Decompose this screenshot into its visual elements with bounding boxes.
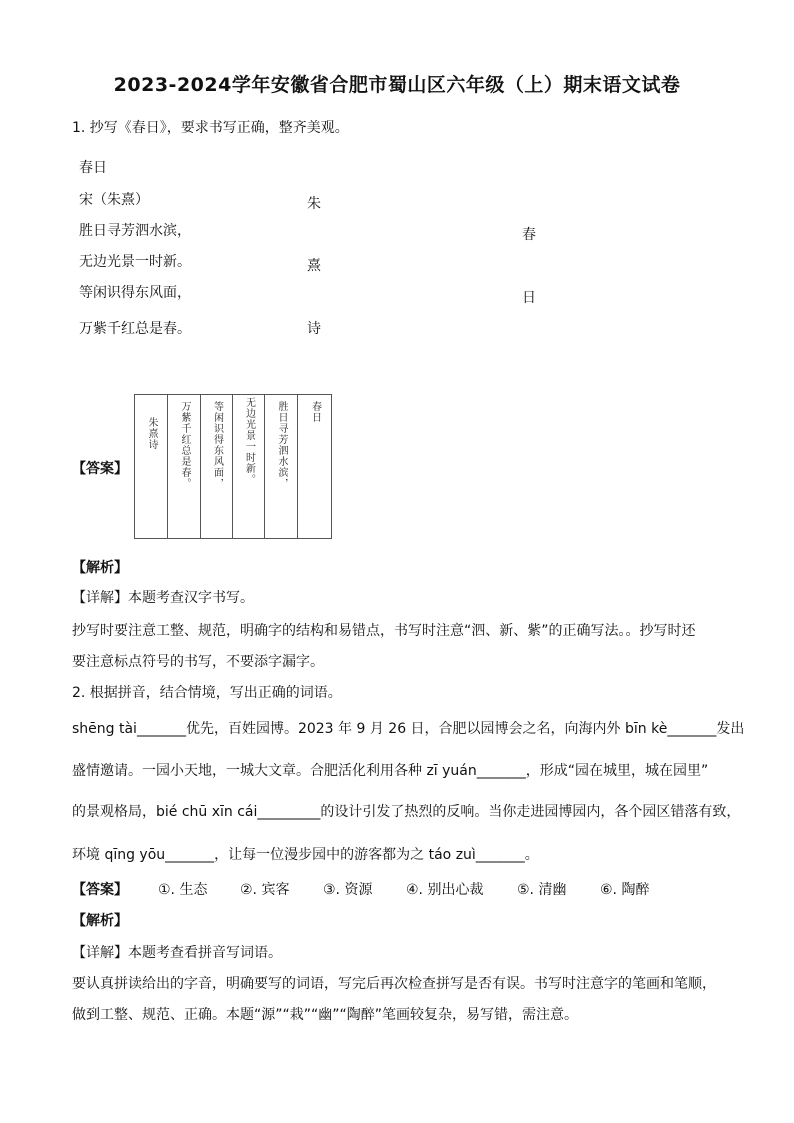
side-char: 日 xyxy=(522,290,536,306)
answer-label: 【答案】 xyxy=(72,461,128,477)
detail-text: 【详解】本题考查看拼音写词语。 xyxy=(72,945,282,961)
question-2-prompt: 2. 根据拼音，结合情境，写出正确的词语。 xyxy=(72,685,342,701)
poem-line: 等闲识得东风面， xyxy=(79,285,191,301)
explain-text: 做到工整、规范、正确。本题“源”“栽”“幽”“陶醉”笔画较复杂，易写错，需注意。 xyxy=(72,1007,579,1023)
answer-label: 【答案】 xyxy=(72,882,128,898)
side-char: 诗 xyxy=(307,321,321,337)
poem-line: 宋（朱熹） xyxy=(79,192,149,208)
grid-column-text: 等闲识得东风面， xyxy=(211,401,223,489)
grid-column xyxy=(298,395,331,538)
grid-column-text: 胜日寻芳泗水滨， xyxy=(276,401,287,489)
answer-item: ⑤. 清幽 xyxy=(517,882,567,898)
detail-text: 【详解】本题考查汉字书写。 xyxy=(72,590,254,606)
analysis-label: 【解析】 xyxy=(72,913,128,929)
answer-item: ③. 资源 xyxy=(323,882,373,898)
poem-line: 胜日寻芳泗水滨， xyxy=(79,223,191,239)
grid-column-text: 万紫千红总是春。 xyxy=(179,401,190,489)
question-2-text: 的景观格局，bié chū xīn cái_________的设计引发了热烈的反响。当你走进园博园内，各个园区错落有致， xyxy=(72,804,741,820)
answer-item: ①. 生态 xyxy=(158,882,208,898)
answer-item: ④. 别出心裁 xyxy=(406,882,484,898)
grid-column xyxy=(265,395,298,538)
grid-column xyxy=(233,395,265,538)
side-char: 熹 xyxy=(307,258,321,274)
analysis-label: 【解析】 xyxy=(72,560,128,576)
grid-column xyxy=(201,395,233,538)
grid-column-text: 朱熹诗 xyxy=(146,417,157,450)
side-char: 朱 xyxy=(307,196,321,212)
explain-text: 要认真拼读给出的字音，明确要写的词语，写完后再次检查拼写是否有误。书写时注意字的笔画和笔顺， xyxy=(72,976,716,992)
answer-item: ②. 宾客 xyxy=(240,882,290,898)
poem-line: 春日 xyxy=(79,160,107,176)
explain-text: 要注意标点符号的书写，不要添字漏字。 xyxy=(72,654,324,670)
answer-item: ⑥. 陶醉 xyxy=(600,882,650,898)
page-title: 2023-2024学年安徽省合肥市蜀山区六年级（上）期末语文试卷 xyxy=(113,74,681,96)
grid-column-text: 无边光景一时新。 xyxy=(243,397,255,485)
poem-line: 无边光景一时新。 xyxy=(79,254,191,270)
handwriting-grid xyxy=(134,394,332,539)
grid-column-text: 春日 xyxy=(309,401,321,423)
question-1-prompt: 1. 抄写《春日》，要求书写正确，整齐美观。 xyxy=(72,120,349,136)
side-char: 春 xyxy=(522,227,536,243)
question-2-text: 环境 qīng yōu_______，让每一位漫步园中的游客都为之 táo zuì_______。 xyxy=(72,847,539,863)
question-2-text: 盛情邀请。一园小天地，一城大文章。合肥活化利用各种 zī yuán_______，形成“园在城里，城在园里” xyxy=(72,763,709,779)
grid-column xyxy=(168,395,201,538)
question-2-text: shēng tài_______优先，百姓园博。2023 年 9 月 26 日，合肥以园博会之名，向海内外 bīn kè_______发出 xyxy=(72,721,745,737)
explain-text: 抄写时要注意工整、规范，明确字的结构和易错点，书写时注意“泗、新、紫”的正确写法。。抄写时还 xyxy=(72,623,696,639)
poem-line: 万紫千红总是春。 xyxy=(79,321,191,337)
grid-column xyxy=(135,395,168,538)
